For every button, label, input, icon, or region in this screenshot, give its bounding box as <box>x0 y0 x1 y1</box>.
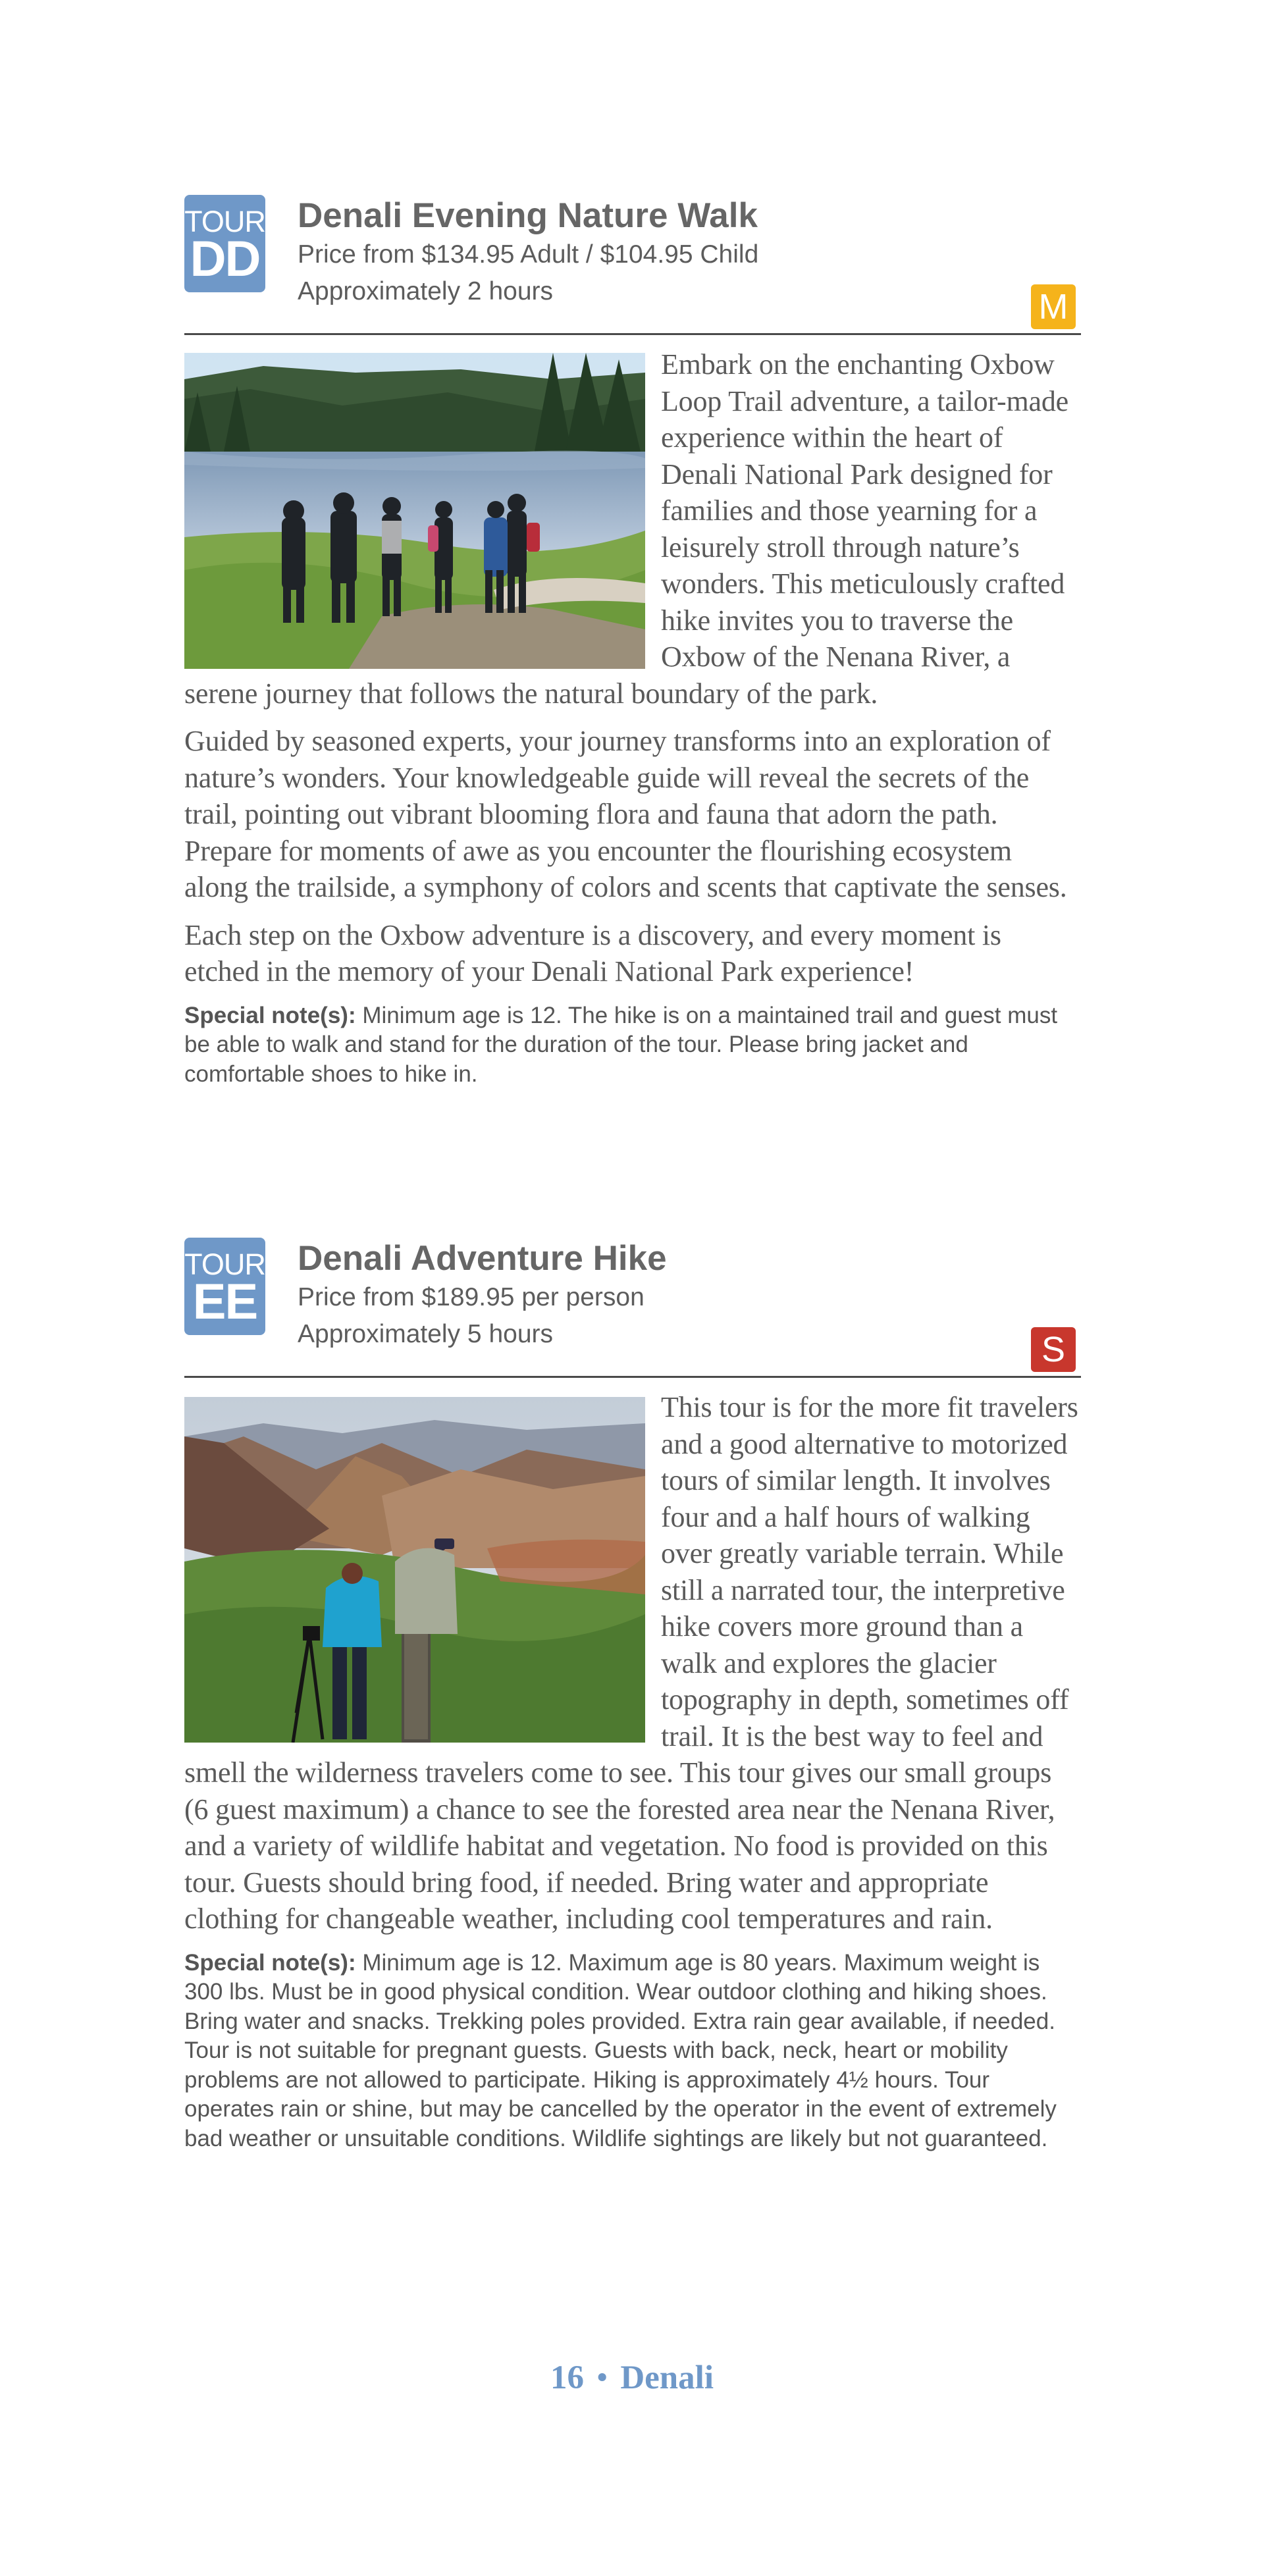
tour-title: Denali Evening Nature Walk <box>298 196 758 235</box>
special-note <box>184 1949 1081 2154</box>
special-note-label: Special note(s): <box>184 1949 356 1976</box>
page-number: 16 <box>550 2359 584 2396</box>
tour-badge-code: DD <box>190 231 260 287</box>
tour-ee <box>184 1238 1081 2151</box>
tour-badge <box>184 1238 265 1335</box>
tour-dd <box>184 195 1081 1087</box>
tour-paragraph: Each step on the Oxbow adventure is a discovery, and every moment is etched in the memory of your Denali National Park experience! <box>184 918 1001 987</box>
tour-price: Price from $189.95 per person <box>298 1283 645 1311</box>
tour-badge-code: EE <box>192 1274 257 1330</box>
tour-header <box>184 1238 1081 1376</box>
tour-description <box>184 346 1081 1089</box>
tour-badge-label: TOUR <box>184 205 265 238</box>
activity-level-badge: S <box>1031 1327 1076 1372</box>
tour-duration: Approximately 5 hours <box>298 1320 554 1348</box>
special-note <box>184 1001 1081 1090</box>
tour-price: Price from $134.95 Adult / $104.95 Child <box>298 240 759 269</box>
activity-level-badge: M <box>1031 284 1076 329</box>
photo-hikers-on-ridge-icon <box>184 1397 645 1743</box>
tour-badge <box>184 195 265 292</box>
tour-title: Denali Adventure Hike <box>298 1239 667 1278</box>
special-note-text: Minimum age is 12. The hike is on a maintained trail and guest must be able to walk and stand for the duration of the tour. Please bring jacket and comfortable shoes to hike in. <box>184 1002 1058 1087</box>
photo-hikers-by-lake-icon <box>184 353 645 669</box>
special-note-text: Minimum age is 12. Maximum age is 80 years. Maximum weight is 300 lbs. Must be in good physical condition. Wear outdoor clothing and hiking shoes. Bring water and snacks. Trekking poles provided. Extra rain gear available, if needed. Tour is not suitable for pregnant guests. Guests with back, neck, heart or mobility problems are not allowed to participate. Hiking is approximately 4½ hours. Tour operates rain or shine, but may be cancelled by the operator in the event of extremely bad weather or unsuitable conditions. Wildlife sightings are likely but not guaranteed. <box>184 1949 1057 2151</box>
footer-section: Denali <box>620 2359 714 2396</box>
tour-duration: Approximately 2 hours <box>298 277 554 305</box>
tour-paragraph: Embark on the enchanting Oxbow Loop Trail adventure, a tailor-made experience within the heart of Denali National Park designed for families and those yearning for a leisurely stroll through nature’s wonders. This meticulously crafted hike invites you to traverse the Oxbow of the Nenana River, a serene journey that follows the natural boundary of the park. <box>184 348 1068 710</box>
tour-header <box>184 195 1081 333</box>
page-footer <box>0 2358 1264 2398</box>
tour-paragraph: This tour is for the more fit travelers and a good alternative to motorized tours of similar length. It involves four and a half hours of walking over greatly variable terrain. While still a narrated tour, the interpretive hike covers more ground than a walk and explores the glacier topography in depth, sometimes off trail. It is the best way to feel and smell the wilderness travelers come to see. This tour gives our small groups (6 guest maximum) a chance to see the forested area near the Nenana River, and a variety of wildlife habitat and vegetation. No food is provided on this tour. Guests should bring food, if needed. Bring water and appropriate clothing for changeable weather, including cool temperatures and rain. <box>184 1391 1078 1935</box>
header-divider <box>184 333 1081 335</box>
footer-separator: • <box>596 2359 608 2396</box>
special-note-label: Special note(s): <box>184 1002 356 1028</box>
tour-description <box>184 1389 1081 2153</box>
header-divider <box>184 1376 1081 1378</box>
tour-badge-label: TOUR <box>184 1248 265 1281</box>
tour-paragraph: Guided by seasoned experts, your journey transforms into an exploration of nature’s wonders. Your knowledgeable guide will reveal the secrets of the trail, pointing out vibrant blooming flora and fauna that adorn the path. Prepare for moments of awe as you encounter the flourishing ecosystem along the trailside, a symphony of colors and scents that captivate the senses. <box>184 725 1067 903</box>
